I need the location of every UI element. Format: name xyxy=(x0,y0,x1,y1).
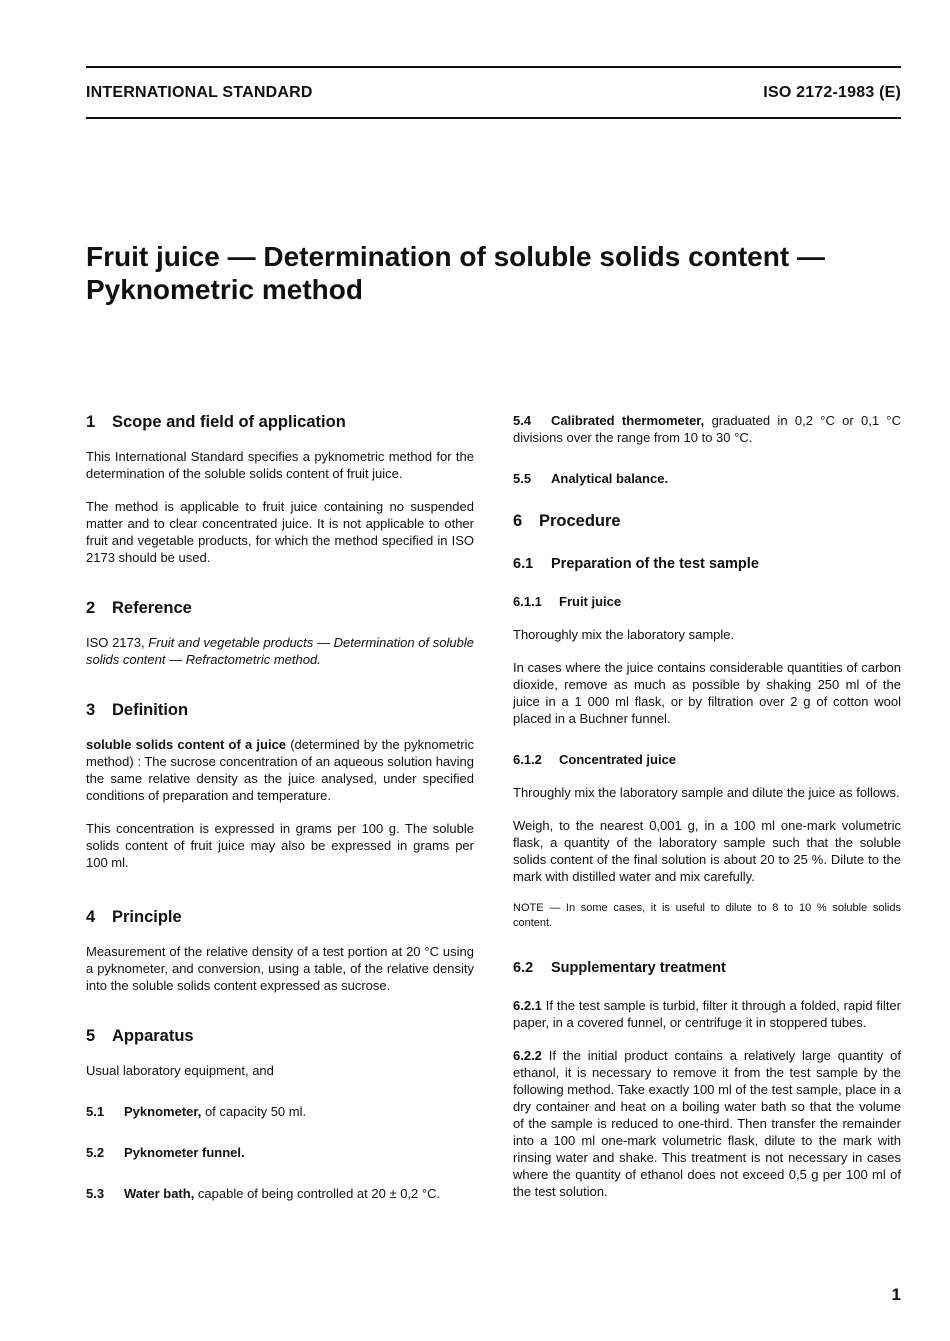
definition-text: (determined by the pyknometric method) : The sucrose concentration of an aqueous solution having the same relative density as the juice analysed, under specified conditions of preparation and temperature. xyxy=(86,737,474,803)
section-6-2-1-paragraph xyxy=(513,997,901,1031)
item-label: Calibrated thermometer, xyxy=(551,413,705,428)
section-title: Apparatus xyxy=(112,1027,194,1045)
section-6-2-heading xyxy=(513,959,901,977)
item-number: 5.2 xyxy=(86,1145,105,1160)
section-6-1-2-note: NOTE — In some cases, it is useful to dilute to 8 to 10 % soluble solids content. xyxy=(513,902,901,929)
section-title: Reference xyxy=(112,599,192,617)
document-title xyxy=(86,240,886,306)
section-title: Concentrated juice xyxy=(559,752,677,767)
item-number: 5.3 xyxy=(86,1186,105,1201)
section-6-1-1-paragraph-2: In cases where the juice contains considerable quantities of carbon dioxide, remove as much as possible by shaking 250 ml of the juice in a 1 000 ml flask, or by filtration over 2 g of cotton wool placed in a Buchner funnel. xyxy=(513,660,901,726)
section-title: Scope and field of application xyxy=(112,413,346,431)
item-label: Analytical balance. xyxy=(551,471,669,486)
section-5-intro: Usual laboratory equipment, and xyxy=(86,1063,274,1078)
reference-title: Fruit and vegetable products — Determination of soluble solids content — Refractometric method. xyxy=(86,635,474,667)
clause-number: 6.2.1 xyxy=(513,998,542,1013)
left-column xyxy=(86,412,474,1202)
section-2-reference xyxy=(86,634,474,668)
item-number: 5.1 xyxy=(86,1104,105,1119)
clause-text: If the initial product contains a relatively large quantity of ethanol, it is necessary to remove it from the test sample by the following method. Take exactly 100 ml of the test sample, place in a dry container and heat on a boiling water bath so that the volume of the sample is reduced to one-third. Then transfer the remainder into a 100 ml one-mark volumetric flask, dilute to the mark with rinsing water and shake. This treatment is not necessary in cases where the quantity of ethanol does not exceed 0,5 g per 100 ml of the test solution. xyxy=(513,1048,901,1199)
section-title: Supplementary treatment xyxy=(551,960,726,976)
section-6-2-2-paragraph xyxy=(513,1047,901,1200)
apparatus-item-5-5 xyxy=(513,470,901,487)
section-6-1-2-paragraph-2: Weigh, to the nearest 0,001 g, in a 100 ml one-mark volumetric flask, a quantity of the laboratory sample such that the soluble solids content of the final solution is about 20 to 25 %. Dilute to the mark with distilled water and mix carefully. xyxy=(513,818,901,884)
section-6-1-heading xyxy=(513,555,901,573)
section-number: 2 xyxy=(86,599,96,617)
reference-number: ISO 2173, xyxy=(86,635,149,650)
section-number: 4 xyxy=(86,908,96,926)
section-1-heading xyxy=(86,412,474,432)
section-5-heading xyxy=(86,1026,474,1046)
apparatus-item-5-4 xyxy=(513,412,901,446)
apparatus-item-5-3 xyxy=(86,1185,474,1202)
section-3-heading xyxy=(86,700,474,720)
item-text: capable of being controlled at 20 ± 0,2 °C. xyxy=(194,1186,441,1201)
section-3-definition xyxy=(86,736,474,804)
section-number: 6.1.1 xyxy=(513,594,542,609)
section-title: Fruit juice xyxy=(559,594,622,609)
section-4-paragraph: Measurement of the relative density of a test portion at 20 °C using a pyknometer, and conversion, using a table, of the relative density into the soluble solids content expressed as sucrose. xyxy=(86,944,474,993)
apparatus-item-5-2 xyxy=(86,1144,474,1161)
right-column xyxy=(513,412,901,1200)
section-number: 5 xyxy=(86,1027,96,1045)
section-1-paragraph-2: The method is applicable to fruit juice containing no suspended matter and to clear concentrated juice. It is not applicable to other fruit and vegetable products, for which the method specified in ISO 2173 should be used. xyxy=(86,499,474,565)
item-text: graduated in 0,2 °C or 0,1 °C divisions over the range from 10 to 30 °C. xyxy=(513,413,901,445)
header-bottom-rule xyxy=(86,117,901,119)
section-3-paragraph-2: This concentration is expressed in grams per 100 g. The soluble solids content of fruit juice may also be expressed in grams per 100 ml. xyxy=(86,821,474,870)
section-number: 3 xyxy=(86,701,96,719)
title-line-2: Pyknometric method xyxy=(86,274,363,305)
section-number: 6.1 xyxy=(513,556,534,572)
item-number: 5.5 xyxy=(513,471,532,486)
item-label: Pyknometer funnel. xyxy=(124,1145,245,1160)
section-1-paragraph-1: This International Standard specifies a pyknometric method for the determination of the soluble solids content of fruit juice. xyxy=(86,449,474,481)
section-6-1-2-heading xyxy=(513,751,901,768)
section-title: Definition xyxy=(112,701,189,719)
section-6-1-2-paragraph-1: Throughly mix the laboratory sample and dilute the juice as follows. xyxy=(513,785,900,800)
section-4-heading xyxy=(86,907,474,927)
section-number: 6 xyxy=(513,512,523,530)
item-label: Pyknometer, xyxy=(124,1104,202,1119)
section-title: Principle xyxy=(112,908,182,926)
section-6-1-1-paragraph-1: Thoroughly mix the laboratory sample. xyxy=(513,627,735,642)
item-label: Water bath, xyxy=(124,1186,195,1201)
page-number: 1 xyxy=(891,1285,901,1304)
section-number: 6.1.2 xyxy=(513,752,542,767)
defined-term: soluble solids content of a juice xyxy=(86,737,287,752)
section-title: Procedure xyxy=(539,512,621,530)
section-number: 6.2 xyxy=(513,960,534,976)
header-standard-number: ISO 2172-1983 (E) xyxy=(763,84,901,101)
item-text: of capacity 50 ml. xyxy=(201,1104,307,1119)
title-line-1: Fruit juice — Determination of soluble solids content — xyxy=(86,241,825,272)
apparatus-item-5-1 xyxy=(86,1103,474,1120)
clause-number: 6.2.2 xyxy=(513,1048,542,1063)
header-document-type: INTERNATIONAL STANDARD xyxy=(86,84,313,101)
section-6-1-1-heading xyxy=(513,593,901,610)
header-top-rule xyxy=(86,66,901,68)
section-title: Preparation of the test sample xyxy=(551,556,759,572)
section-6-heading xyxy=(513,511,901,531)
section-number: 1 xyxy=(86,413,96,431)
item-number: 5.4 xyxy=(513,413,532,428)
section-2-heading xyxy=(86,598,474,618)
clause-text: If the test sample is turbid, filter it through a folded, rapid filter paper, in a covered funnel, or centrifuge it in stoppered tubes. xyxy=(513,998,901,1030)
